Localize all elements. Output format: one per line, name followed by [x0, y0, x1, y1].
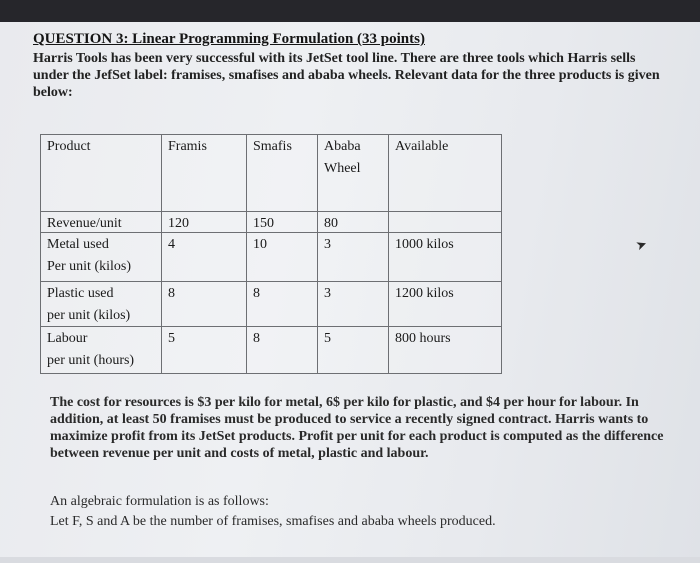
cell-framis: 8 [162, 282, 247, 327]
row-label: Metal used [47, 237, 109, 252]
header-ababa-line2: Wheel [324, 161, 361, 176]
cell-smafis: 10 [247, 233, 318, 282]
row-sublabel: per unit (hours) [47, 353, 135, 368]
row-label: Labour [47, 331, 88, 346]
row-label: Revenue/unit [41, 212, 162, 233]
header-product: Product [41, 135, 162, 212]
row-label-cell [41, 233, 162, 282]
header-ababa [318, 135, 389, 212]
row-label-cell [41, 282, 162, 327]
row-sublabel: per unit (kilos) [47, 308, 131, 323]
header-smafis: Smafis [247, 135, 318, 212]
top-bar [0, 0, 700, 22]
cell-available: 1200 kilos [389, 282, 502, 327]
question-title: QUESTION 3: Linear Programming Formulation (33 points) [33, 31, 425, 47]
question-intro: Harris Tools has been very successful with its JetSet tool line. There are three tools which Harris sells under the JefSet label: framises, smafises and ababa wheels. Relevant data for the three products is given below: [33, 51, 660, 100]
cell-ababa: 3 [318, 282, 389, 327]
cell-framis: 120 [162, 212, 247, 233]
table-row [41, 212, 502, 233]
table-row [41, 282, 502, 327]
header-framis: Framis [162, 135, 247, 212]
table-row [41, 233, 502, 282]
cell-smafis: 8 [247, 327, 318, 374]
row-label-cell [41, 327, 162, 374]
cell-ababa: 3 [318, 233, 389, 282]
header-ababa-line1: Ababa [324, 139, 361, 154]
cell-framis: 5 [162, 327, 247, 374]
data-table [40, 134, 502, 374]
cell-ababa: 5 [318, 327, 389, 374]
row-label: Plastic used [47, 286, 114, 301]
table-row [41, 327, 502, 374]
cell-available [389, 212, 502, 233]
variable-definition: Let F, S and A be the number of framises, smafises and ababa wheels produced. [50, 514, 496, 529]
mouse-pointer-icon: ➤ [633, 235, 649, 254]
cell-smafis: 150 [247, 212, 318, 233]
cell-available: 800 hours [389, 327, 502, 374]
cell-available: 1000 kilos [389, 233, 502, 282]
document-page [0, 22, 700, 557]
row-sublabel: Per unit (kilos) [47, 259, 131, 274]
table-header-row [41, 135, 502, 212]
algebraic-intro: An algebraic formulation is as follows: [50, 494, 269, 509]
bottom-strip [0, 557, 700, 563]
cell-framis: 4 [162, 233, 247, 282]
cost-paragraph: The cost for resources is $3 per kilo for metal, 6$ per kilo for plastic, and $4 per hour for labour. In addition, at least 50 framises must be produced to service a recently signed contract. Harris wants to maximize profit from its JetSet products. Profit per unit for each product is computed as the difference between revenue per unit and costs of metal, plastic and labour. [50, 395, 664, 461]
cell-ababa: 80 [318, 212, 389, 233]
cell-smafis: 8 [247, 282, 318, 327]
header-available: Available [389, 135, 502, 212]
